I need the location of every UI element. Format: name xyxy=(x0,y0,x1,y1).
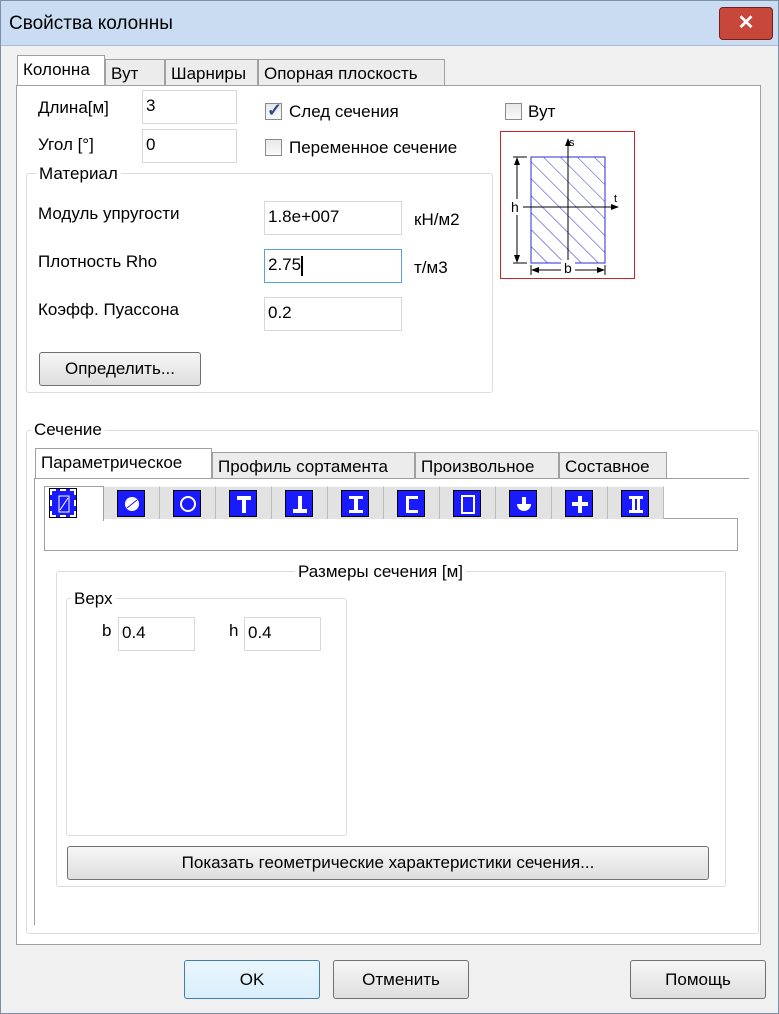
shape-tab-double-tee[interactable] xyxy=(608,486,664,519)
double-tee-icon xyxy=(621,490,649,517)
h-label: h xyxy=(229,621,239,640)
shape-tab-i-beam[interactable] xyxy=(328,486,384,519)
b-input[interactable]: 0.4 xyxy=(118,617,195,651)
modulus-unit: кН/м2 xyxy=(414,210,460,229)
density-label: Плотность Rho xyxy=(38,252,158,271)
title-bar[interactable] xyxy=(1,1,778,46)
modulus-label: Модуль упругости xyxy=(38,204,180,223)
b-label: b xyxy=(102,621,112,640)
shape-tab-box[interactable] xyxy=(440,486,496,519)
shape-tab-channel[interactable] xyxy=(384,486,440,519)
length-label: Длина[м] xyxy=(38,98,109,117)
tab-column[interactable] xyxy=(17,55,105,86)
tab-profile-catalog[interactable] xyxy=(212,452,415,480)
inverted-t-icon xyxy=(285,490,313,517)
close-icon: ✕ xyxy=(737,12,755,34)
angle-label: Угол [°] xyxy=(38,135,94,154)
define-material-button[interactable]: Определить... xyxy=(39,352,201,386)
length-input[interactable]: 3 xyxy=(142,90,237,124)
section-preview xyxy=(500,131,635,279)
check-icon: ✓ xyxy=(267,100,283,120)
tab-parametric-label: Параметрическое xyxy=(41,453,183,472)
close-button[interactable] xyxy=(719,7,773,40)
tab-composite-label: Составное xyxy=(565,457,650,476)
axis-s-label: s xyxy=(569,137,575,149)
axis-t-label: t xyxy=(614,193,618,205)
material-group-title: Материал xyxy=(36,164,121,184)
tab-arbitrary-label: Произвольное xyxy=(421,457,535,476)
variable-section-checkbox[interactable] xyxy=(265,139,282,156)
tab-support-plane[interactable] xyxy=(258,59,445,87)
dim-b-label: b xyxy=(564,260,572,276)
density-unit: т/м3 xyxy=(414,258,448,277)
tab-haunch-label: Вут xyxy=(111,64,139,83)
cancel-button[interactable]: Отменить xyxy=(333,960,469,999)
shape-tab-t-section[interactable] xyxy=(216,486,272,519)
t-section-icon xyxy=(229,490,257,517)
help-button[interactable]: Помощь xyxy=(630,960,766,999)
variable-section-label: Переменное сечение xyxy=(289,138,458,157)
dimensions-group-title: Размеры сечения [м] xyxy=(295,562,466,582)
haunch-checkbox[interactable] xyxy=(505,103,522,120)
dim-h-label: h xyxy=(511,199,519,215)
section-preview-drawing xyxy=(501,132,636,280)
modulus-input[interactable]: 1.8e+007 xyxy=(264,201,402,235)
tab-support-plane-label: Опорная плоскость xyxy=(264,64,418,83)
tab-hinges[interactable] xyxy=(165,59,258,87)
tab-profile-catalog-label: Профиль сортамента xyxy=(218,457,388,476)
shape-tab-rectangle[interactable] xyxy=(44,486,104,521)
top-group-title: Верх xyxy=(71,589,116,609)
trace-checkbox[interactable] xyxy=(265,100,283,120)
tab-haunch[interactable] xyxy=(105,59,165,87)
trace-checkbox-label: След сечения xyxy=(289,102,399,121)
rectangle-icon xyxy=(50,489,76,517)
shape-tab-ring[interactable] xyxy=(160,486,216,519)
tab-composite[interactable] xyxy=(559,452,667,480)
tab-arbitrary[interactable] xyxy=(415,452,559,480)
i-beam-icon xyxy=(341,490,369,517)
shape-tab-cross[interactable] xyxy=(552,486,608,519)
channel-icon xyxy=(397,490,425,517)
poisson-label: Коэфф. Пуассона xyxy=(38,300,179,319)
box-icon xyxy=(453,490,481,517)
tab-parametric[interactable] xyxy=(35,448,212,479)
shape-tab-half-circle[interactable] xyxy=(496,486,552,519)
solid-circle-icon xyxy=(117,490,145,517)
ring-icon xyxy=(173,490,201,517)
density-value: 2.75 xyxy=(268,255,302,274)
tab-hinges-label: Шарниры xyxy=(171,64,247,83)
text-caret xyxy=(301,256,303,276)
haunch-checkbox-label: Вут xyxy=(528,102,556,121)
cross-icon xyxy=(565,490,593,517)
h-input[interactable]: 0.4 xyxy=(244,617,321,651)
show-geometry-button[interactable]: Показать геометрические характеристики сечения... xyxy=(67,846,709,880)
shape-tab-solid-circle[interactable] xyxy=(104,486,160,519)
shape-subtype-strip xyxy=(44,518,738,551)
window-title: Свойства колонны xyxy=(9,13,173,34)
section-group-title: Сечение xyxy=(31,420,105,440)
shape-tab-inverted-t[interactable] xyxy=(272,486,328,519)
half-circle-icon xyxy=(509,490,537,517)
poisson-input[interactable]: 0.2 xyxy=(264,297,402,331)
angle-input[interactable]: 0 xyxy=(142,129,237,163)
ok-button[interactable]: OK xyxy=(184,960,320,999)
density-input[interactable] xyxy=(264,249,402,283)
tab-column-label: Колонна xyxy=(23,60,90,79)
